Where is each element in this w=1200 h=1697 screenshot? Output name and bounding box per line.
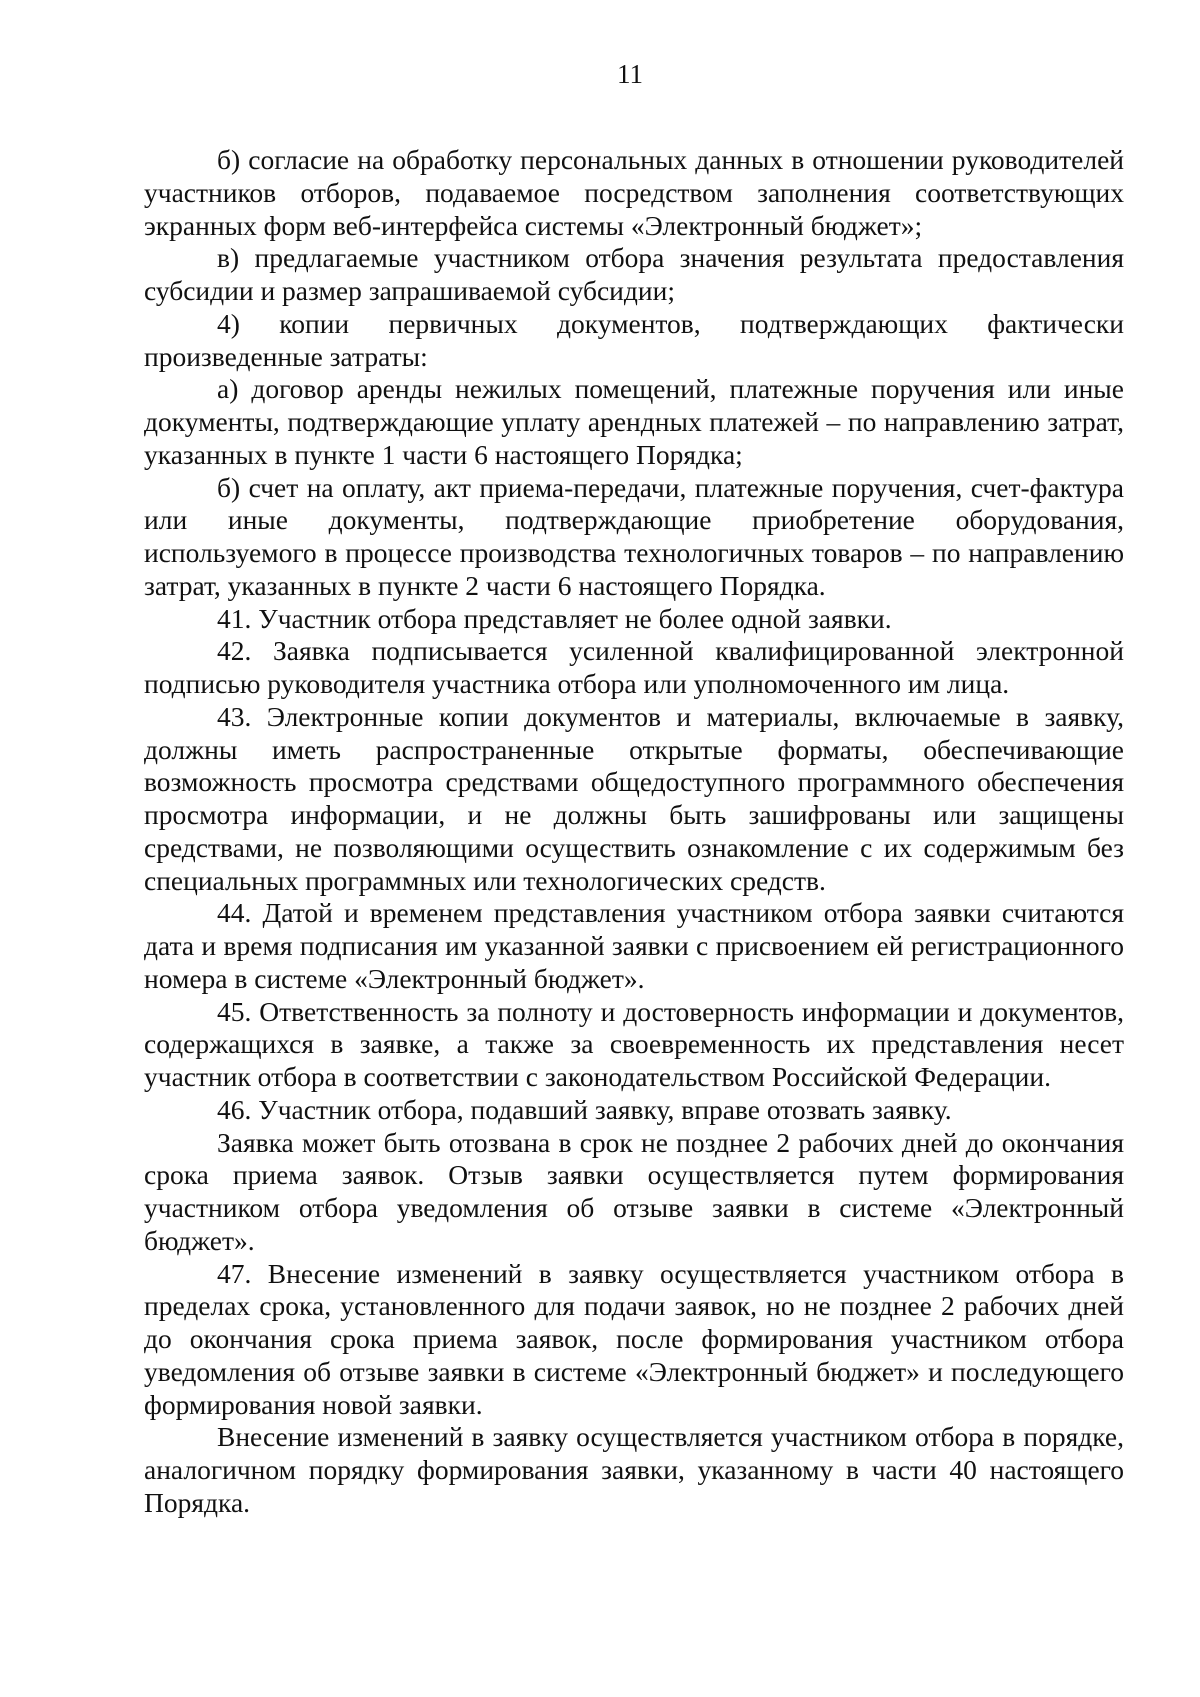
- paragraph-section-47-procedure: Внесение изменений в заявку осуществляется участником отбора в порядке, аналогичном порядку формирования заявки, указанному в части 40 настоящего Порядка.: [144, 1421, 1124, 1518]
- paragraph-section-42: 42. Заявка подписывается усиленной квалифицированной электронной подписью руководителя участника отбора или уполномоченного им лица.: [144, 635, 1124, 699]
- paragraph-section-46: 46. Участник отбора, подавший заявку, вправе отозвать заявку.: [217, 1093, 952, 1125]
- paragraph-item-b-invoice: б) счет на оплату, акт приема-передачи, платежные поручения, счет-фактура или иные документы, подтверждающие приобретение оборудования, используемого в процессе производства технологичных товаров – по направлению затрат, указанных в пункте 2 части 6 настоящего Порядка.: [144, 471, 1124, 601]
- paragraph-section-44: 44. Датой и временем представления участником отбора заявки считаются дата и время подписания им указанной заявки с присвоением ей регистрационного номера в системе «Электронный бюджет».: [144, 897, 1124, 994]
- document-body: [144, 144, 1124, 1520]
- paragraph-section-41: 41. Участник отбора представляет не более одной заявки.: [217, 602, 892, 634]
- paragraph-section-47: 47. Внесение изменений в заявку осуществляется участником отбора в пределах срока, установленного для подачи заявок, но не позднее 2 рабочих дней до окончания срока приема заявок, после формирования участником отбора уведомления об отзыве заявки в системе «Электронный бюджет» и последующего формирования новой заявки.: [144, 1257, 1124, 1420]
- paragraph-item-4-primary-documents: 4) копии первичных документов, подтверждающих фактически произведенные затраты:: [144, 307, 1124, 372]
- paragraph-section-43: 43. Электронные копии документов и материалы, включаемые в заявку, должны иметь распространенные открытые форматы, обеспечивающие возможность просмотра средствами общедоступного программного обеспечения просмотра информации, и не должны быть зашифрованы или защищены средствами, не позволяющими осуществить ознакомление с их содержимым без специальных программных или технологических средств.: [144, 700, 1124, 896]
- page-number: 11: [617, 59, 643, 89]
- paragraph-consent-personal-data: б) согласие на обработку персональных данных в отношении руководителей участников отборов, подаваемое посредством заполнения соответствующих экранных форм веб-интерфейса системы «Электронный бюджет»;: [144, 144, 1124, 241]
- paragraph-section-45: 45. Ответственность за полноту и достоверность информации и документов, содержащихся в заявке, а также за своевременность их представления несет участник отбора в соответствии с законодательством Российской Федерации.: [144, 995, 1124, 1092]
- paragraph-item-a-lease-agreement: а) договор аренды нежилых помещений, платежные поручения или иные документы, подтверждающие уплату арендных платежей – по направлению затрат, указанных в пункте 1 части 6 настоящего Порядка;: [144, 373, 1124, 470]
- paragraph-section-46-withdrawal: Заявка может быть отозвана в срок не позднее 2 рабочих дней до окончания срока приема заявок. Отзыв заявки осуществляется путем формирования участником отбора уведомления об отзыве заявки в системе «Электронный бюджет».: [144, 1126, 1124, 1256]
- paragraph-proposed-result-values: в) предлагаемые участником отбора значения результата предоставления субсидии и размер запрашиваемой субсидии;: [144, 242, 1124, 306]
